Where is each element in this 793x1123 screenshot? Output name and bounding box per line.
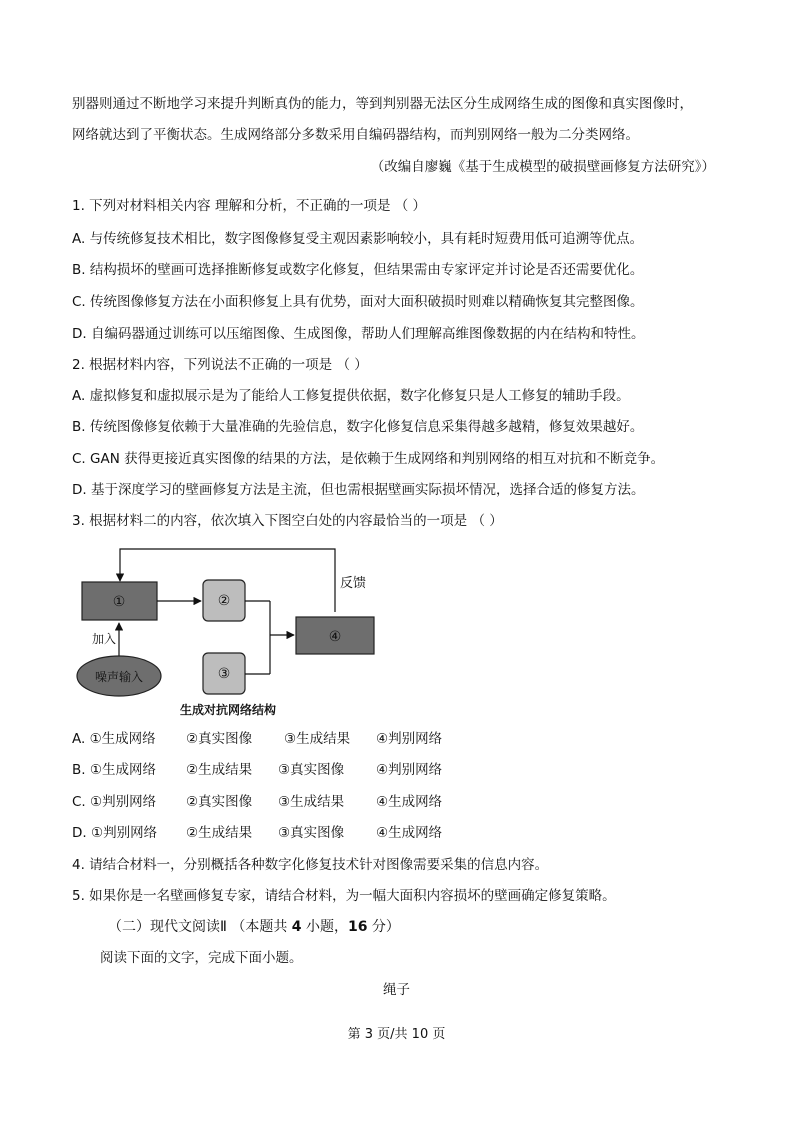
q2-stem: 2. 根据材料内容，下列说法不正确的一项是 （ ） <box>72 357 368 373</box>
q3-option-c-2: ②真实图像 <box>186 794 253 810</box>
q4-stem: 4. 请结合材料一，分别概括各种数字化修复技术针对图像需要采集的信息内容。 <box>72 857 549 873</box>
q1-option-a: A. 与传统修复技术相比，数字图像修复受主观因素影响较小，具有耗时短费用低可追溯等优点。 <box>72 231 644 247</box>
diagram-box-3-label: ③ <box>217 666 231 682</box>
q3-option-a-1: A. ①生成网络 <box>72 731 156 747</box>
q3-option-a-2: ②真实图像 <box>186 731 253 747</box>
q3-option-c-1: C. ①判别网络 <box>72 794 157 810</box>
q3-option-b-4: ④判别网络 <box>376 762 443 778</box>
noise-input-label: 噪声输入 <box>94 670 144 684</box>
section-heading <box>108 917 400 937</box>
q1-option-b: B. 结构损坏的壁画可选择推断修复或数字化修复，但结果需由专家评定并讨论是否还需要优化。 <box>72 262 644 278</box>
diagram-box-4-label: ④ <box>328 629 342 645</box>
q3-option-a-4: ④判别网络 <box>376 731 443 747</box>
q3-option-b-2: ②生成结果 <box>186 762 253 778</box>
passage-line-2: 网络就达到了平衡状态。生成网络部分多数采用自编码器结构，而判别网络一般为二分类网络。 <box>72 127 639 143</box>
q3-option-d-3: ③真实图像 <box>278 825 345 841</box>
gan-diagram <box>70 545 390 720</box>
section-score: 16 <box>348 919 368 935</box>
q5-stem: 5. 如果你是一名壁画修复专家，请结合材料，为一幅大面积内容损坏的壁画确定修复策略。 <box>72 888 616 904</box>
q1-option-c: C. 传统图像修复方法在小面积修复上具有优势，面对大面积破损时则难以精确恢复其完整图像。 <box>72 294 644 310</box>
q3-option-d-4: ④生成网络 <box>376 825 443 841</box>
page-footer: 第 3 页/共 10 页 <box>347 1027 446 1042</box>
join-label: 加入 <box>92 632 117 646</box>
diagram-caption: 生成对抗网络结构 <box>180 703 277 717</box>
section-prefix: （二）现代文阅读Ⅱ （本题共 <box>108 919 292 935</box>
feedback-label: 反馈 <box>340 576 367 591</box>
q3-option-c-3: ③生成结果 <box>278 794 345 810</box>
q3-option-d-1: D. ①判别网络 <box>72 825 158 841</box>
q2-option-a: A. 虚拟修复和虚拟展示是为了能给人工修复提供依据，数字化修复只是人工修复的辅助手段。 <box>72 388 630 404</box>
q3-option-b-1: B. ①生成网络 <box>72 762 156 778</box>
section-suffix: 分） <box>367 919 400 935</box>
q3-option-b-3: ③真实图像 <box>278 762 345 778</box>
q3-option-a-3: ③生成结果 <box>284 731 351 747</box>
q1-stem: 1. 下列对材料相关内容 理解和分析，不正确的一项是 （ ） <box>72 198 427 214</box>
q1-option-d: D. 自编码器通过训练可以压缩图像、生成图像，帮助人们理解高维图像数据的内在结构和特性。 <box>72 326 645 342</box>
q2-option-d: D. 基于深度学习的壁画修复方法是主流，但也需根据壁画实际损坏情况，选择合适的修复方法。 <box>72 482 645 498</box>
diagram-box-1-label: ① <box>112 594 126 610</box>
reading-instruction: 阅读下面的文字，完成下面小题。 <box>100 950 303 966</box>
diagram-box-2-label: ② <box>217 593 231 609</box>
q3-stem: 3. 根据材料二的内容，依次填入下图空白处的内容最恰当的一项是 （ ） <box>72 513 503 529</box>
section-mid: 小题， <box>301 919 348 935</box>
article-title: 绳子 <box>383 982 410 998</box>
passage-source: （改编自廖巍《基于生成模型的破损壁画修复方法研究》） <box>370 159 715 175</box>
passage-line-1: 别器则通过不断地学习来提升判断真伪的能力，等到判别器无法区分生成网络生成的图像和真实图像时， <box>72 96 693 112</box>
section-count: 4 <box>291 919 302 935</box>
q3-option-c-4: ④生成网络 <box>376 794 443 810</box>
q3-option-d-2: ②生成结果 <box>186 825 253 841</box>
q2-option-c: C. GAN 获得更接近真实图像的结果的方法，是依赖于生成网络和判别网络的相互对抗和不断竞争。 <box>72 451 665 467</box>
q2-option-b: B. 传统图像修复依赖于大量准确的先验信息，数字化修复信息采集得越多越精，修复效果越好。 <box>72 419 644 435</box>
